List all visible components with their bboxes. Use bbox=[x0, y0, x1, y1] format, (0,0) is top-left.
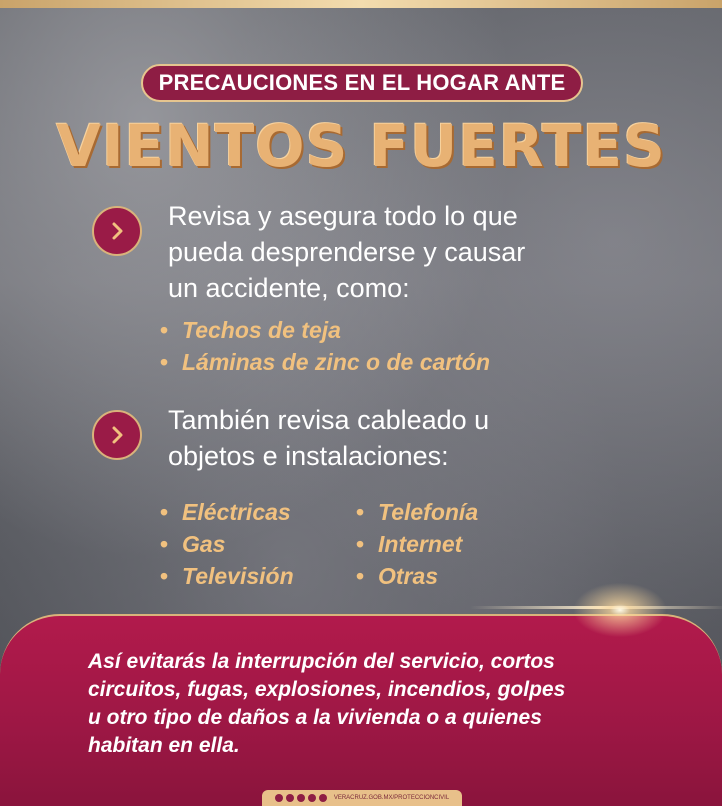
list-item: • Telefonía bbox=[356, 499, 479, 525]
footer-social-bar bbox=[262, 790, 462, 806]
list-item: • Internet bbox=[356, 531, 463, 557]
list-item: • Otras bbox=[356, 563, 439, 589]
section1-line: pueda desprenderse y causar bbox=[168, 237, 526, 267]
section1-line: un accidente, como: bbox=[168, 273, 410, 303]
list-item: • Eléctricas bbox=[160, 499, 291, 525]
top-gold-border bbox=[0, 0, 722, 8]
header-subtitle-pill bbox=[141, 64, 583, 102]
bottom-line: habitan en ella. bbox=[88, 734, 240, 757]
section2-line: objetos e instalaciones: bbox=[168, 441, 449, 471]
tiktok-icon[interactable] bbox=[319, 794, 327, 802]
section1-bullet-list bbox=[160, 314, 490, 378]
section2-line: También revisa cableado u bbox=[168, 405, 490, 435]
list-item: • Láminas de zinc o de cartón bbox=[160, 349, 491, 375]
bottom-line: Así evitarás la interrupción del servicio, cortos bbox=[88, 650, 555, 673]
bottom-line: u otro tipo de daños a la vivienda o a quienes bbox=[88, 706, 542, 729]
facebook-icon[interactable] bbox=[275, 794, 283, 802]
section1-text bbox=[168, 198, 648, 306]
header-subtitle: PRECAUCIONES EN EL HOGAR ANTE bbox=[158, 70, 566, 95]
chevron-right-icon bbox=[92, 410, 142, 460]
bottom-line: circuitos, fugas, explosiones, incendios, golpes bbox=[88, 678, 566, 701]
section2-text bbox=[168, 402, 648, 474]
bottom-message bbox=[88, 648, 658, 760]
youtube-icon[interactable] bbox=[308, 794, 316, 802]
list-item: • Gas bbox=[160, 531, 226, 557]
footer-url[interactable]: VERACRUZ.GOB.MX/PROTECCIONCIVIL bbox=[333, 795, 450, 801]
light-flare bbox=[560, 575, 680, 645]
chevron-right-icon bbox=[92, 206, 142, 256]
list-item: • Televisión bbox=[160, 563, 294, 589]
instagram-icon[interactable] bbox=[297, 794, 305, 802]
section1-line: Revisa y asegura todo lo que bbox=[168, 201, 518, 231]
twitter-icon[interactable] bbox=[286, 794, 294, 802]
section2-bullet-list-left bbox=[160, 496, 294, 592]
list-item: • Techos de teja bbox=[160, 317, 341, 343]
main-title: VIENTOS FUERTES bbox=[56, 112, 666, 180]
section2-bullet-list-right bbox=[356, 496, 478, 592]
